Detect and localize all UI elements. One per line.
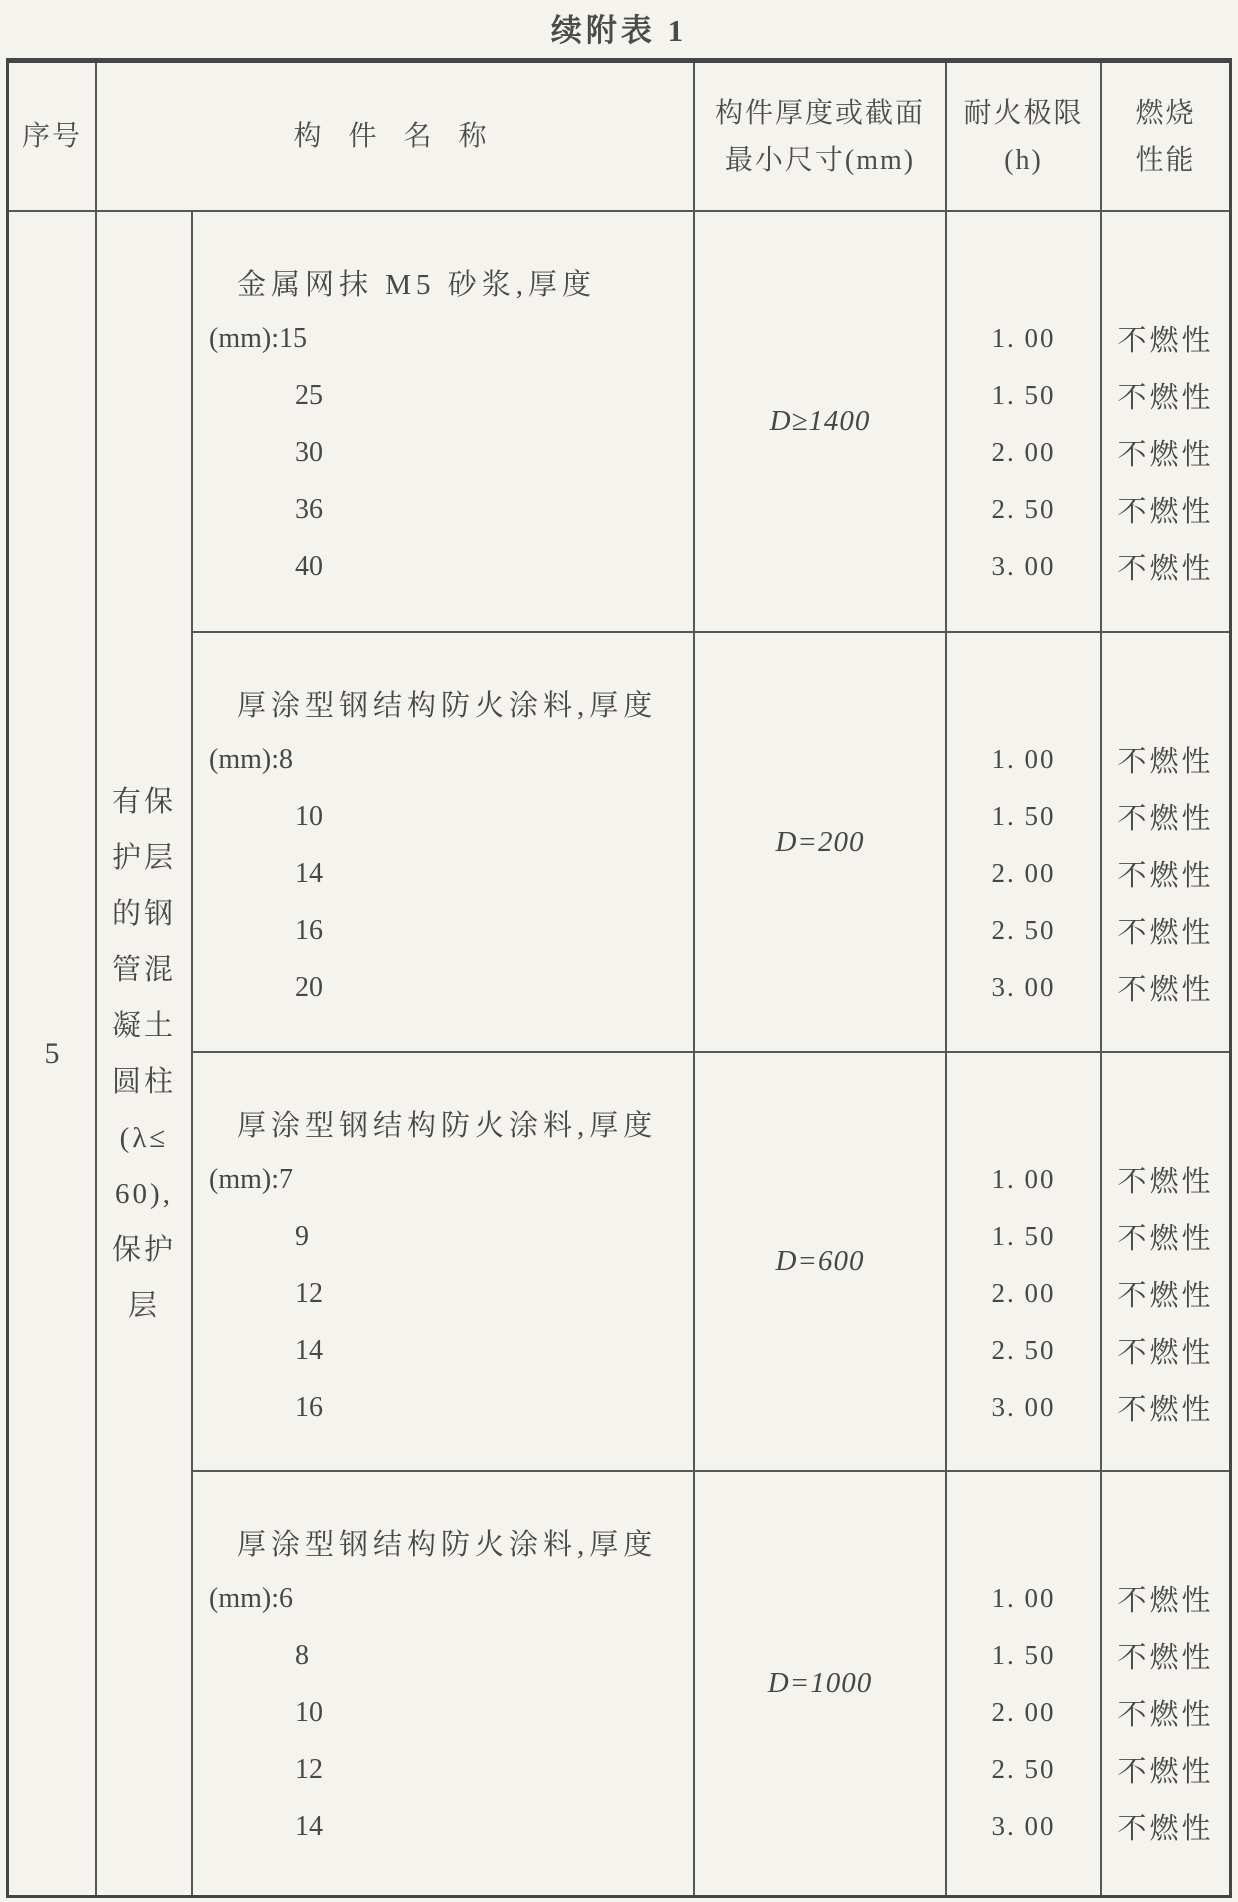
- thickness-value: [193, 1570, 693, 1627]
- thickness-text: 40: [295, 550, 323, 582]
- combustibility-value: [1102, 424, 1229, 481]
- thickness-text: 14: [295, 857, 323, 889]
- combustibility-text: 不燃性: [1117, 1166, 1214, 1198]
- fire-rating-text: 2. 50: [991, 1754, 1056, 1784]
- fire-rating-text: 1. 00: [991, 744, 1056, 774]
- thickness-text: 16: [295, 1391, 323, 1423]
- combustibility-value: [1102, 367, 1229, 424]
- thickness-text: 12: [295, 1753, 323, 1785]
- thickness-text: 14: [295, 1810, 323, 1842]
- thickness-text: (mm):6: [209, 1582, 293, 1614]
- thickness-value: [193, 731, 693, 788]
- fire-rating-text: 2. 00: [991, 858, 1056, 888]
- fire-rating-value: [947, 1265, 1100, 1322]
- block2-fire-cell: [947, 633, 1102, 1053]
- thickness-value: [193, 310, 693, 367]
- fire-rating-value: [947, 1570, 1100, 1627]
- block1-size-cell: [695, 212, 947, 633]
- thickness-text: 30: [295, 436, 323, 468]
- header-fire-resistance-limit: [947, 63, 1102, 212]
- thickness-text: 10: [295, 800, 323, 832]
- combustibility-text: 不燃性: [1117, 1585, 1214, 1617]
- thickness-value: [193, 424, 693, 481]
- fire-rating-text: 1. 50: [991, 1221, 1056, 1251]
- fire-rating-value: [947, 538, 1100, 595]
- fire-rating-value: [947, 959, 1100, 1016]
- component-name-line: 的钢: [111, 897, 176, 930]
- block1-fire-cell: [947, 212, 1102, 633]
- thickness-value: [193, 367, 693, 424]
- fire-rating-value: [947, 731, 1100, 788]
- fire-rating-text: 1. 00: [991, 1583, 1056, 1613]
- fire-rating-text: 1. 50: [991, 801, 1056, 831]
- page-title: 续附表 1: [550, 13, 688, 48]
- block2-size-cell: [695, 633, 947, 1053]
- combustibility-value: [1102, 1151, 1229, 1208]
- combustibility-text: 不燃性: [1117, 325, 1214, 357]
- combustibility-value: [1102, 959, 1229, 1016]
- thickness-text: (mm):8: [209, 743, 293, 775]
- fire-rating-text: 2. 00: [991, 1278, 1056, 1308]
- combustibility-value: [1102, 788, 1229, 845]
- combustibility-value: [1102, 310, 1229, 367]
- fire-rating-text: 1. 00: [991, 323, 1056, 353]
- combustibility-value: [1102, 1798, 1229, 1855]
- fire-rating-text: 3. 00: [991, 1811, 1056, 1841]
- fire-rating-text: 2. 00: [991, 1697, 1056, 1727]
- block4-description-cell: [193, 1472, 695, 1895]
- thickness-value: [193, 788, 693, 845]
- fire-rating-text: 2. 50: [991, 1335, 1056, 1365]
- block4-description: 厚涂型钢结构防火涂料,厚度: [237, 1529, 658, 1561]
- header-thickness-min-size: [695, 63, 947, 212]
- component-name-line: 圆柱: [111, 1065, 176, 1098]
- block2-combustibility-cell: [1102, 633, 1229, 1053]
- block3-fire-cell: [947, 1053, 1102, 1472]
- block2-size-value: D=200: [775, 825, 865, 858]
- combustibility-value: [1102, 1627, 1229, 1684]
- header-burn-line2: 性能: [1135, 144, 1196, 176]
- thickness-text: 12: [295, 1277, 323, 1309]
- thickness-value: [193, 481, 693, 538]
- thickness-value: [193, 959, 693, 1016]
- block4-fire-cell: [947, 1472, 1102, 1895]
- block4-size-cell: [695, 1472, 947, 1895]
- header-fire-line1: 耐火极限: [963, 97, 1084, 129]
- combustibility-text: 不燃性: [1117, 1813, 1214, 1845]
- fire-rating-value: [947, 1151, 1100, 1208]
- fire-rating-value: [947, 1322, 1100, 1379]
- thickness-text: 9: [295, 1220, 309, 1252]
- combustibility-value: [1102, 1322, 1229, 1379]
- component-name-line: (λ≤: [119, 1121, 169, 1154]
- combustibility-text: 不燃性: [1117, 1699, 1214, 1731]
- header-fire-line2: (h): [1004, 144, 1043, 176]
- combustibility-text: 不燃性: [1117, 974, 1214, 1006]
- block1-combustibility-cell: [1102, 212, 1229, 633]
- header-serial-number: [9, 63, 97, 212]
- thickness-value: [193, 1798, 693, 1855]
- combustibility-value: [1102, 1684, 1229, 1741]
- combustibility-value: [1102, 1570, 1229, 1627]
- fire-rating-value: [947, 1798, 1100, 1855]
- component-name-line: 层: [127, 1289, 160, 1322]
- combustibility-text: 不燃性: [1117, 553, 1214, 585]
- combustibility-text: 不燃性: [1117, 860, 1214, 892]
- fire-rating-text: 1. 50: [991, 1640, 1056, 1670]
- combustibility-text: 不燃性: [1117, 1223, 1214, 1255]
- fire-rating-value: [947, 1684, 1100, 1741]
- fire-rating-value: [947, 1208, 1100, 1265]
- header-serial-label: 序号: [21, 121, 82, 152]
- header-combustibility: [1102, 63, 1229, 212]
- combustibility-text: 不燃性: [1117, 1337, 1214, 1369]
- block2-description: 厚涂型钢结构防火涂料,厚度: [237, 690, 658, 722]
- block3-size-value: D=600: [775, 1245, 865, 1277]
- thickness-value: [193, 1151, 693, 1208]
- combustibility-value: [1102, 731, 1229, 788]
- thickness-text: (mm):7: [209, 1163, 293, 1195]
- combustibility-text: 不燃性: [1117, 1756, 1214, 1788]
- fire-resistance-table: [6, 58, 1232, 1898]
- combustibility-text: 不燃性: [1117, 496, 1214, 528]
- block4-combustibility-cell: [1102, 1472, 1229, 1895]
- thickness-value: [193, 1684, 693, 1741]
- thickness-value: [193, 1208, 693, 1265]
- thickness-value: [193, 1379, 693, 1436]
- thickness-text: 10: [295, 1696, 323, 1728]
- fire-rating-text: 1. 50: [991, 380, 1056, 410]
- thickness-text: 20: [295, 971, 323, 1003]
- thickness-text: 8: [295, 1639, 309, 1671]
- block1-description-cell: [193, 212, 695, 633]
- combustibility-value: [1102, 902, 1229, 959]
- block3-combustibility-cell: [1102, 1053, 1229, 1472]
- combustibility-value: [1102, 1379, 1229, 1436]
- combustibility-text: 不燃性: [1117, 917, 1214, 949]
- fire-rating-value: [947, 1741, 1100, 1798]
- header-component-name-label: 构 件 名 称: [293, 121, 497, 152]
- fire-rating-text: 2. 00: [991, 437, 1056, 467]
- thickness-value: [193, 1627, 693, 1684]
- fire-rating-value: [947, 788, 1100, 845]
- serial-number-value: 5: [44, 1036, 60, 1070]
- header-thickness-line1: 构件厚度或截面: [714, 97, 925, 129]
- fire-rating-value: [947, 1379, 1100, 1436]
- fire-rating-text: 3. 00: [991, 972, 1056, 1002]
- fire-rating-text: 1. 00: [991, 1164, 1056, 1194]
- component-name-line: 60),: [115, 1177, 173, 1210]
- block2-thickness-rows: [193, 731, 693, 1016]
- header-burn-line1: 燃烧: [1135, 97, 1196, 129]
- fire-rating-value: [947, 481, 1100, 538]
- block4-thickness-rows: [193, 1570, 693, 1855]
- header-thickness-line2: 最小尺寸(mm): [724, 144, 916, 176]
- fire-rating-text: 3. 00: [991, 551, 1056, 581]
- thickness-text: 25: [295, 379, 323, 411]
- fire-rating-value: [947, 367, 1100, 424]
- thickness-value: [193, 902, 693, 959]
- component-name-line: 管混: [111, 953, 176, 986]
- combustibility-value: [1102, 845, 1229, 902]
- component-name-line: 保护: [111, 1233, 176, 1266]
- combustibility-text: 不燃性: [1117, 1394, 1214, 1426]
- combustibility-value: [1102, 1741, 1229, 1798]
- block3-thickness-rows: [193, 1151, 693, 1436]
- component-name-label-cell: [97, 212, 193, 1895]
- thickness-value: [193, 1741, 693, 1798]
- fire-rating-text: 2. 50: [991, 915, 1056, 945]
- combustibility-text: 不燃性: [1117, 803, 1214, 835]
- block2-description-cell: [193, 633, 695, 1053]
- component-name-line: 凝土: [111, 1009, 176, 1042]
- fire-rating-value: [947, 1627, 1100, 1684]
- block3-description: 厚涂型钢结构防火涂料,厚度: [237, 1110, 658, 1142]
- combustibility-value: [1102, 1208, 1229, 1265]
- component-name-line: 有保: [111, 785, 176, 818]
- combustibility-text: 不燃性: [1117, 382, 1214, 414]
- block1-size-value: D≥1400: [769, 405, 871, 437]
- combustibility-value: [1102, 481, 1229, 538]
- combustibility-text: 不燃性: [1117, 439, 1214, 471]
- thickness-text: 36: [295, 493, 323, 525]
- block3-size-cell: [695, 1053, 947, 1472]
- header-component-name: [97, 63, 695, 212]
- thickness-value: [193, 1322, 693, 1379]
- thickness-text: (mm):15: [209, 322, 307, 354]
- combustibility-value: [1102, 538, 1229, 595]
- thickness-value: [193, 1265, 693, 1322]
- fire-rating-text: 2. 50: [991, 494, 1056, 524]
- thickness-text: 16: [295, 914, 323, 946]
- block3-description-cell: [193, 1053, 695, 1472]
- fire-rating-value: [947, 902, 1100, 959]
- thickness-value: [193, 538, 693, 595]
- block4-size-value: D=1000: [767, 1667, 873, 1699]
- block1-thickness-rows: [193, 310, 693, 595]
- component-name-line: 护层: [111, 841, 176, 874]
- thickness-value: [193, 845, 693, 902]
- fire-rating-text: 3. 00: [991, 1392, 1056, 1422]
- thickness-text: 14: [295, 1334, 323, 1366]
- combustibility-text: 不燃性: [1117, 1642, 1214, 1674]
- combustibility-value: [1102, 1265, 1229, 1322]
- combustibility-text: 不燃性: [1117, 746, 1214, 778]
- fire-rating-value: [947, 310, 1100, 367]
- combustibility-text: 不燃性: [1117, 1280, 1214, 1312]
- fire-rating-value: [947, 424, 1100, 481]
- fire-rating-value: [947, 845, 1100, 902]
- block1-description: 金属网抹 M5 砂浆,厚度: [237, 269, 597, 301]
- serial-number-cell: [9, 212, 97, 1895]
